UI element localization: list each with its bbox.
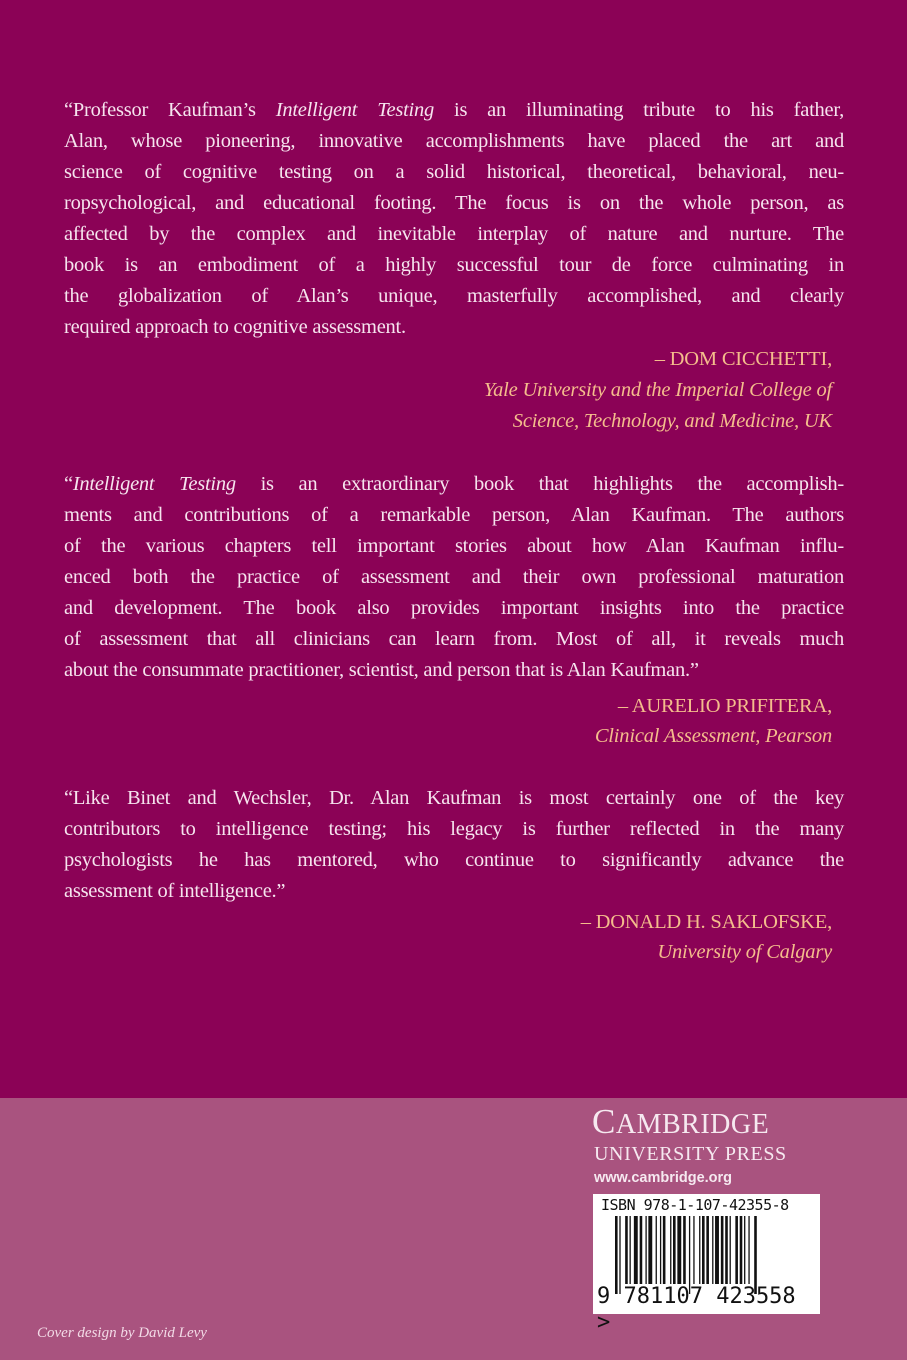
book-title: Intelligent Testing <box>275 99 434 121</box>
quote-text: and development. The book also provides important insights into the practice <box>64 597 844 619</box>
barcode-bar <box>725 1216 728 1284</box>
barcode-bar <box>625 1216 628 1284</box>
barcode-bar <box>693 1216 694 1284</box>
quote-author: – DONALD H. SAKLOFSKE, <box>580 911 832 933</box>
author-affiliation: Clinical Assessment, Pearson <box>594 725 832 747</box>
quote-line <box>64 471 844 497</box>
isbn-barcode-box <box>593 1194 820 1335</box>
barcode-bar <box>670 1216 671 1284</box>
quote-line <box>64 657 844 683</box>
book-title: Intelligent Testing <box>72 473 236 495</box>
quote-line <box>64 283 844 309</box>
publisher-url: www.cambridge.org <box>594 1170 733 1186</box>
barcode-bar <box>689 1216 690 1294</box>
barcode-bar <box>702 1216 705 1284</box>
barcode-digits: 9 781107 423558 > <box>597 1284 796 1335</box>
quote-line <box>64 252 844 278</box>
barcode-bar <box>735 1216 738 1284</box>
barcode-bar <box>699 1216 700 1284</box>
author-affiliation: Science, Technology, and Medicine, UK <box>512 410 832 432</box>
quote-line <box>64 847 844 873</box>
quote-text: affected by the complex and inevitable interplay of nature and nurture. The <box>64 223 844 245</box>
logo-name: AMBRIDGE <box>615 1109 770 1140</box>
quote-text: science of cognitive testing on a solid historical, theoretical, behavioral, neu- <box>64 161 844 183</box>
quote-line <box>64 221 844 247</box>
quote-text: contributors to intelligence testing; his legacy is further reflected in the many <box>64 818 844 840</box>
quote-text: is an extraordinary book that highlights the accomplish- <box>235 473 844 495</box>
barcode-bar <box>615 1216 618 1294</box>
publisher-logo <box>592 1104 769 1140</box>
quote-line <box>64 533 844 559</box>
quote-line <box>64 314 844 340</box>
quote-text: Alan, whose pioneering, innovative accomplishments have placed the art and <box>64 130 844 152</box>
quote-text: assessment of intelligence.” <box>64 880 286 902</box>
quote-line <box>64 502 844 528</box>
quote-text: the globalization of Alan’s unique, masterfully accomplished, and clearly <box>64 285 844 307</box>
barcode-bar <box>715 1216 719 1284</box>
author-affiliation: Yale University and the Imperial College of <box>483 379 832 401</box>
quote-author: – AURELIO PRIFITERA, <box>617 695 832 717</box>
quote-line <box>64 626 844 652</box>
author-affiliation: University of Calgary <box>657 941 832 963</box>
quote-text: book is an embodiment of a highly successful tour de force culminating in <box>64 254 844 276</box>
cover-credit: Cover design by David Levy <box>37 1325 207 1341</box>
quote-line <box>64 816 844 842</box>
barcode-bar <box>630 1216 631 1284</box>
barcode-bar <box>748 1216 749 1284</box>
barcode-bar <box>660 1216 661 1284</box>
quote-line <box>64 564 844 590</box>
quote-text: ropsychological, and educational footing. The focus is on the whole person, as <box>64 192 844 214</box>
barcode-bar <box>619 1216 620 1294</box>
quote-text: “Professor Kaufman’s <box>64 99 276 121</box>
barcode-bar <box>754 1216 757 1294</box>
quote-text: “ <box>64 473 73 495</box>
quote-text: psychologists he has mentored, who continue to significantly advance the <box>64 849 844 871</box>
barcode-bar <box>706 1216 709 1284</box>
logo-initial: C <box>592 1102 616 1141</box>
barcode-bar <box>677 1216 681 1284</box>
publisher-subtitle: UNIVERSITY PRESS <box>594 1143 787 1165</box>
barcode-bar <box>634 1216 638 1284</box>
quote-text: enced both the practice of assessment and their own professional maturation <box>64 566 844 588</box>
barcode-bar <box>645 1216 646 1284</box>
barcode-bar <box>712 1216 713 1284</box>
quote-line <box>64 785 844 811</box>
barcode-bar <box>683 1216 686 1284</box>
isbn-text: ISBN 978-1-107-42355-8 <box>601 1196 789 1214</box>
barcode-bar <box>673 1216 676 1284</box>
barcode-bar <box>648 1216 652 1284</box>
barcode-bar <box>640 1216 643 1284</box>
quote-line <box>64 128 844 154</box>
quote-line <box>64 595 844 621</box>
quote-author: – DOM CICCHETTI, <box>654 348 832 370</box>
barcode-bar <box>730 1216 731 1284</box>
barcode-bar <box>744 1216 745 1284</box>
quote-line <box>64 190 844 216</box>
quote-text: of the various chapters tell important stories about how Alan Kaufman influ- <box>64 535 844 557</box>
barcode-bar <box>663 1216 666 1284</box>
barcode-bar <box>740 1216 743 1284</box>
quote-line <box>64 878 844 904</box>
quote-text: ments and contributions of a remarkable person, Alan Kaufman. The authors <box>64 504 844 526</box>
barcode-bar <box>656 1216 657 1284</box>
quote-text: is an illuminating tribute to his father, <box>434 99 844 121</box>
barcode-bar <box>721 1216 724 1284</box>
quote-text: “Like Binet and Wechsler, Dr. Alan Kaufman is most certainly one of the key <box>64 787 844 809</box>
quote-line <box>64 159 844 185</box>
quote-text: required approach to cognitive assessment. <box>64 316 406 338</box>
quote-text: of assessment that all clinicians can learn from. Most of all, it reveals much <box>64 628 844 650</box>
quote-line <box>64 97 844 123</box>
quote-text: about the consummate practitioner, scientist, and person that is Alan Kaufman.” <box>64 659 699 681</box>
